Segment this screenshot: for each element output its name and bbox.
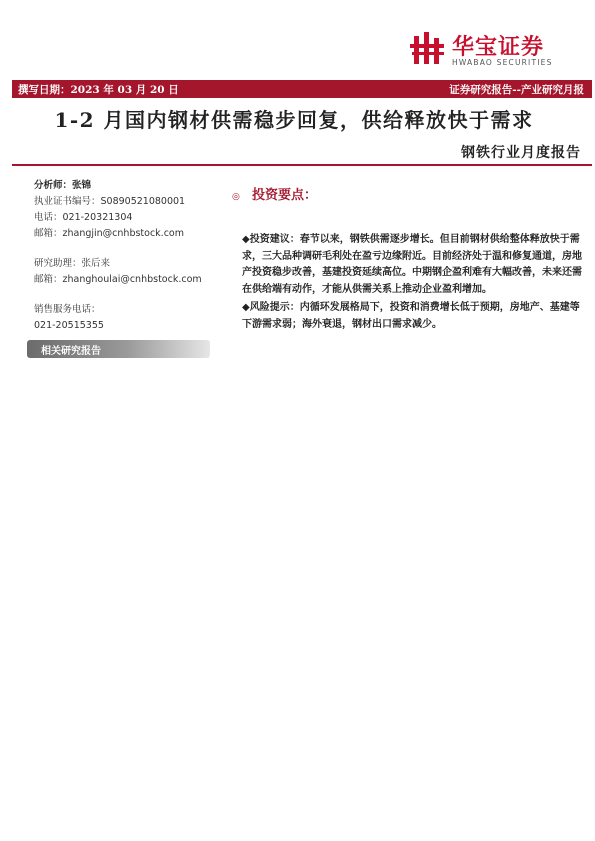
hwabao-logo-icon xyxy=(410,30,446,66)
key-points-title: 投资要点： xyxy=(252,188,318,203)
related-reports-header xyxy=(27,340,210,358)
key-points-heading xyxy=(232,184,317,203)
assistant-email[interactable]: 邮箱：zhanghoulai@cnhbstock.com xyxy=(34,274,202,285)
assistant-name: 研究助理：张后来 xyxy=(34,258,111,269)
related-reports-label: 相关研究报告 xyxy=(41,346,101,357)
header-bar xyxy=(12,80,592,98)
investment-advice: ◆投资建议：春节以来，钢铁供需逐步增长。但目前钢材供给整体释放快于需求，三大品种调研毛利处在盈亏边缘附近。目前经济处于温和修复通道，房地产投资稳步改善，基建投资延续高位。中期钢企盈利难有大幅改善，未来还需在供给端有动作，才能从供需关系上推动企业盈利增加。 xyxy=(242,234,582,295)
target-icon: ◎ xyxy=(232,192,240,202)
risk-warning: ◆风险提示：内循环发展格局下，投资和消费增长低于预期，房地产、基建等下游需求弱；海外衰退，钢材出口需求减少。 xyxy=(242,302,580,330)
divider xyxy=(12,164,592,166)
report-title: 1-2 月国内钢材供需稳步回复，供给释放快于需求 xyxy=(54,108,534,132)
report-date: 撰写日期：2023 年 03 月 20 日 xyxy=(18,84,179,96)
brand-name-cn: 华宝证券 xyxy=(452,35,545,60)
report-category: 证券研究报告--产业研究月报 xyxy=(449,84,584,96)
company-logo xyxy=(410,30,580,70)
analyst-email[interactable]: 邮箱：zhangjin@cnhbstock.com xyxy=(34,228,184,239)
analyst-phone: 电话：021-20321304 xyxy=(34,212,133,223)
analyst-name: 分析师：张锦 xyxy=(34,180,92,191)
report-subtitle: 钢铁行业月度报告 xyxy=(461,145,581,161)
brand-name-en: HWABAO SECURITIES xyxy=(452,58,553,67)
analyst-sidebar xyxy=(34,178,214,334)
license-number: 执业证书编号：S0890521080001 xyxy=(34,196,186,207)
sales-label: 销售服务电话： xyxy=(34,304,101,315)
sales-phone: 021-20515355 xyxy=(34,320,104,331)
